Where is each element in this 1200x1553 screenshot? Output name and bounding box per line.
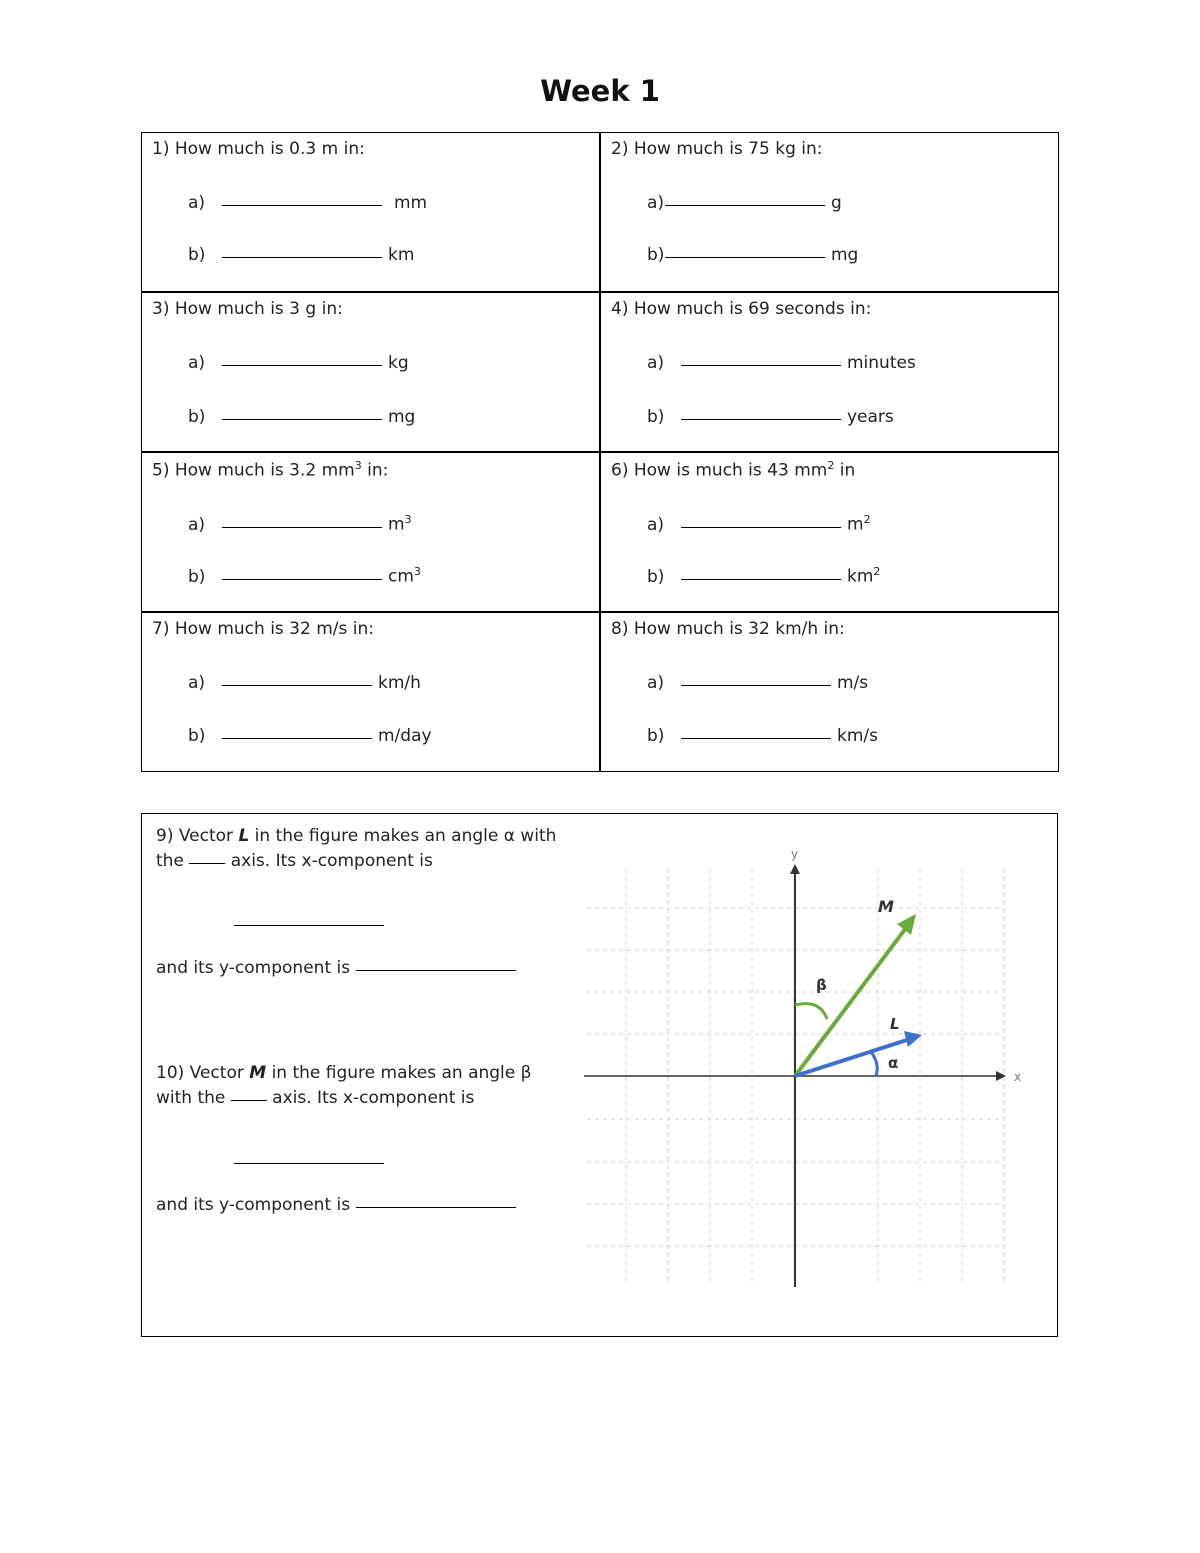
- question-prompt: 6) How is much is 43 $mm^2$ in: [611, 459, 856, 481]
- unit-label: g: [831, 193, 842, 213]
- question-9-prompt: 9) Vector L in the figure makes an angle α with the axis. Its x-component is: [156, 826, 557, 871]
- unit-label: kg: [388, 353, 409, 373]
- axis-blank[interactable]: [189, 862, 225, 864]
- unit-label: mm: [394, 193, 428, 213]
- unit-label: km/s: [837, 726, 878, 746]
- question-cell: [600, 292, 1059, 452]
- question-prompt: 8) How much is 32 km/h in:: [611, 619, 845, 639]
- part-label: a): [188, 353, 206, 373]
- part-label: a): [188, 514, 206, 535]
- answer-blank[interactable]: [681, 526, 841, 528]
- part-label: a): [188, 193, 206, 213]
- y-component-blank[interactable]: [356, 969, 516, 971]
- y-component-line: and its y-component is: [156, 956, 516, 981]
- part-label: a): [647, 514, 665, 535]
- unit-label: $m^3$: [388, 513, 412, 535]
- answer-blank[interactable]: [222, 204, 382, 206]
- answer-blank[interactable]: [222, 418, 382, 420]
- vector-m-arrowhead: [897, 914, 916, 935]
- unit-label: km/h: [378, 673, 421, 693]
- question-cell: [600, 452, 1059, 612]
- unit-label: m/day: [378, 726, 432, 746]
- part-label: a): [647, 673, 665, 693]
- angle-beta-label: β: [816, 976, 827, 994]
- angle-alpha-label: α: [888, 1054, 899, 1072]
- unit-label: $km^2$: [847, 565, 881, 587]
- answer-blank[interactable]: [665, 204, 825, 206]
- unit-label: $cm^3$: [388, 565, 421, 587]
- question-cell: [142, 133, 601, 293]
- vector-figure: [582, 844, 1022, 1294]
- x-component-blank[interactable]: [234, 1162, 384, 1164]
- answer-blank[interactable]: [222, 737, 372, 739]
- answer-blank[interactable]: [681, 737, 831, 739]
- question-cell: [142, 292, 601, 452]
- part-label: a): [647, 193, 665, 213]
- question-cell: [142, 452, 601, 612]
- unit-label: mg: [388, 407, 416, 427]
- x-axis-label: x: [1014, 1070, 1022, 1084]
- part-label: b): [647, 245, 665, 265]
- answer-blank[interactable]: [665, 256, 825, 258]
- question-prompt: 7) How much is 32 m/s in:: [152, 619, 374, 639]
- angle-beta-arc: [795, 1004, 827, 1019]
- question-cell: [142, 612, 601, 772]
- conversion-table: [141, 132, 1059, 772]
- y-component-blank[interactable]: [356, 1206, 516, 1208]
- vector-m: [795, 897, 916, 1076]
- answer-blank[interactable]: [222, 526, 382, 528]
- axis-blank[interactable]: [231, 1099, 267, 1101]
- question-prompt: 2) How much is 75 kg in:: [611, 139, 823, 159]
- part-label: b): [188, 566, 206, 587]
- question-prompt: 1) How much is 0.3 m in:: [152, 139, 365, 159]
- answer-blank[interactable]: [222, 364, 382, 366]
- y-axis-arrowhead: [790, 864, 800, 874]
- answer-blank[interactable]: [222, 256, 382, 258]
- question-prompt: 5) How much is 3.2 $mm^3$ in:: [152, 459, 389, 481]
- answer-blank[interactable]: [681, 364, 841, 366]
- part-label: b): [647, 726, 665, 746]
- unit-label: mg: [831, 245, 859, 265]
- vector-m-label: M: [878, 897, 894, 916]
- question-cell: [600, 133, 1059, 293]
- question-prompt: 4) How much is 69 seconds in:: [611, 299, 872, 319]
- vector-questions-box: [141, 813, 1058, 1337]
- part-label: b): [188, 726, 206, 746]
- y-axis-label: y: [791, 847, 799, 861]
- part-label: b): [188, 245, 206, 265]
- vector-l-arrowhead: [904, 1031, 922, 1047]
- part-label: a): [188, 673, 206, 693]
- unit-label: years: [847, 407, 894, 427]
- unit-label: km: [388, 245, 415, 265]
- answer-blank[interactable]: [222, 684, 372, 686]
- answer-blank[interactable]: [681, 418, 841, 420]
- question-cell: [600, 612, 1059, 772]
- answer-blank[interactable]: [222, 578, 382, 580]
- part-label: b): [188, 407, 206, 427]
- vector-l-label: L: [890, 1015, 900, 1033]
- question-prompt: 3) How much is 3 g in:: [152, 299, 343, 319]
- page-title: Week 1: [540, 74, 660, 108]
- part-label: b): [647, 566, 665, 587]
- answer-blank[interactable]: [681, 578, 841, 580]
- question-10-prompt: 10) Vector M in the figure makes an angle β with the axis. Its x-component is: [156, 1063, 532, 1108]
- y-component-line: and its y-component is: [156, 1193, 516, 1218]
- unit-label: $m^2$: [847, 513, 871, 535]
- unit-label: minutes: [847, 353, 916, 373]
- x-component-blank[interactable]: [234, 924, 384, 926]
- part-label: a): [647, 353, 665, 373]
- answer-blank[interactable]: [681, 684, 831, 686]
- part-label: b): [647, 407, 665, 427]
- angle-alpha-arc: [871, 1052, 877, 1076]
- vector-l: [795, 1015, 922, 1076]
- unit-label: m/s: [837, 673, 869, 693]
